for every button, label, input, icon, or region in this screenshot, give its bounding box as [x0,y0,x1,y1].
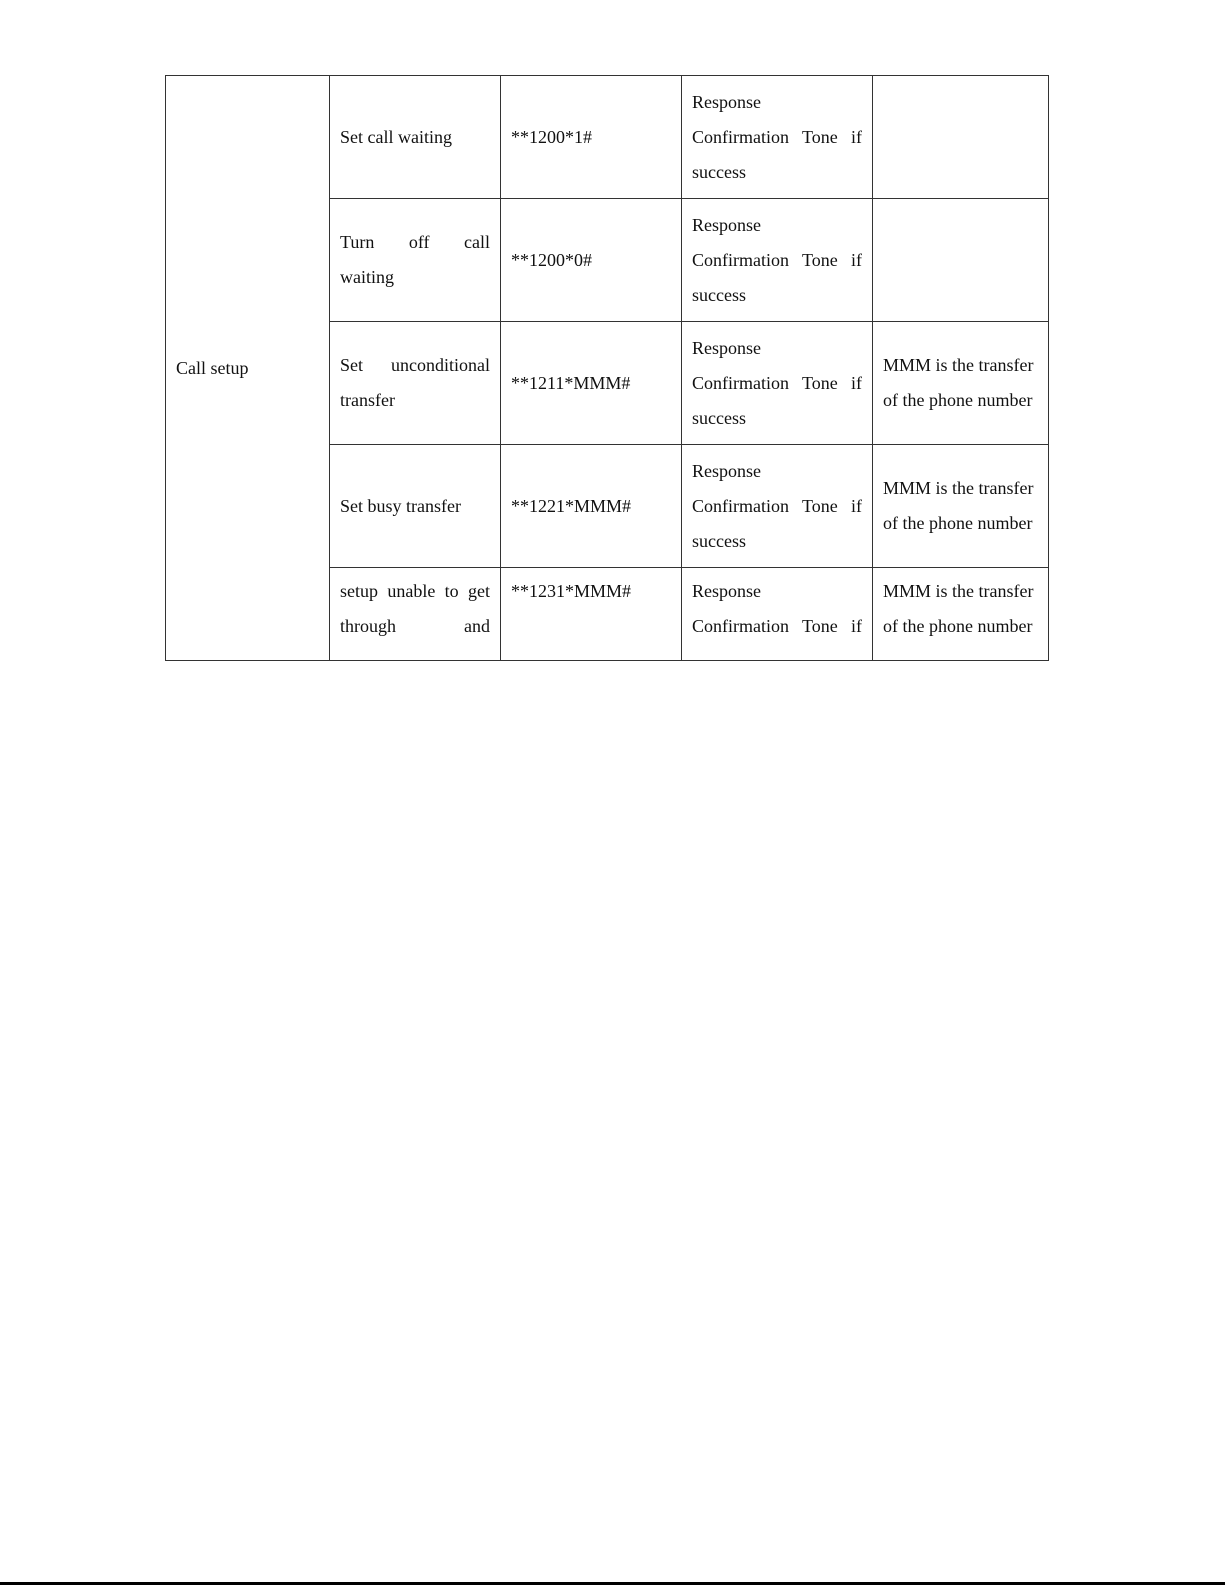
note-cell [873,445,1049,568]
response-line: success [692,284,746,305]
response-line: Confirmation Tone if [692,249,862,270]
table-row [166,76,1049,199]
response-line: Confirmation Tone if [692,495,862,516]
note-line: of the phone number [883,390,1033,410]
dial-code: **1211*MMM# [511,372,631,393]
response-line: Response [692,337,761,358]
note-line: MMM is the transfer [883,478,1034,498]
function-cell [330,568,501,661]
note-cell [873,199,1049,322]
code-cell [501,568,682,661]
function-cell [330,445,501,568]
dial-code: **1200*1# [511,126,592,147]
response-cell [682,568,873,661]
function-line: through and [340,616,490,636]
response-cell [682,322,873,445]
code-cell [501,199,682,322]
note-cell [873,568,1049,661]
response-line: Response [692,581,761,601]
dial-code: **1231*MMM# [511,581,632,601]
note-line: MMM is the transfer [883,581,1034,601]
code-cell [501,322,682,445]
response-line: success [692,407,746,428]
function-label: Set call waiting [340,126,452,147]
code-cell [501,76,682,199]
function-cell [330,322,501,445]
function-line: setup unable to get [340,581,490,601]
response-line: Response [692,460,761,481]
category-label: Call setup [176,357,249,378]
note-cell [873,322,1049,445]
function-cell [330,76,501,199]
note-line: MMM is the transfer [883,355,1034,375]
response-cell [682,199,873,322]
response-line: Confirmation Tone if [692,372,862,393]
response-line: Response [692,91,761,112]
dial-code: **1221*MMM# [511,495,632,516]
function-line: Turn off call [340,232,490,252]
category-cell [166,76,330,661]
response-line: Confirmation Tone if [692,126,862,147]
note-cell [873,76,1049,199]
response-line: Confirmation Tone if [692,616,862,636]
call-setup-command-table [165,75,1049,661]
function-line: transfer [340,390,395,410]
response-line: success [692,161,746,182]
dial-code: **1200*0# [511,249,592,270]
response-line: success [692,530,746,551]
function-cell [330,199,501,322]
function-label: Set busy transfer [340,495,461,516]
response-line: Response [692,214,761,235]
note-line: of the phone number [883,513,1033,533]
response-cell [682,76,873,199]
function-line: Set unconditional [340,355,490,375]
note-line: of the phone number [883,616,1033,636]
code-cell [501,445,682,568]
response-cell [682,445,873,568]
function-line: waiting [340,267,394,287]
